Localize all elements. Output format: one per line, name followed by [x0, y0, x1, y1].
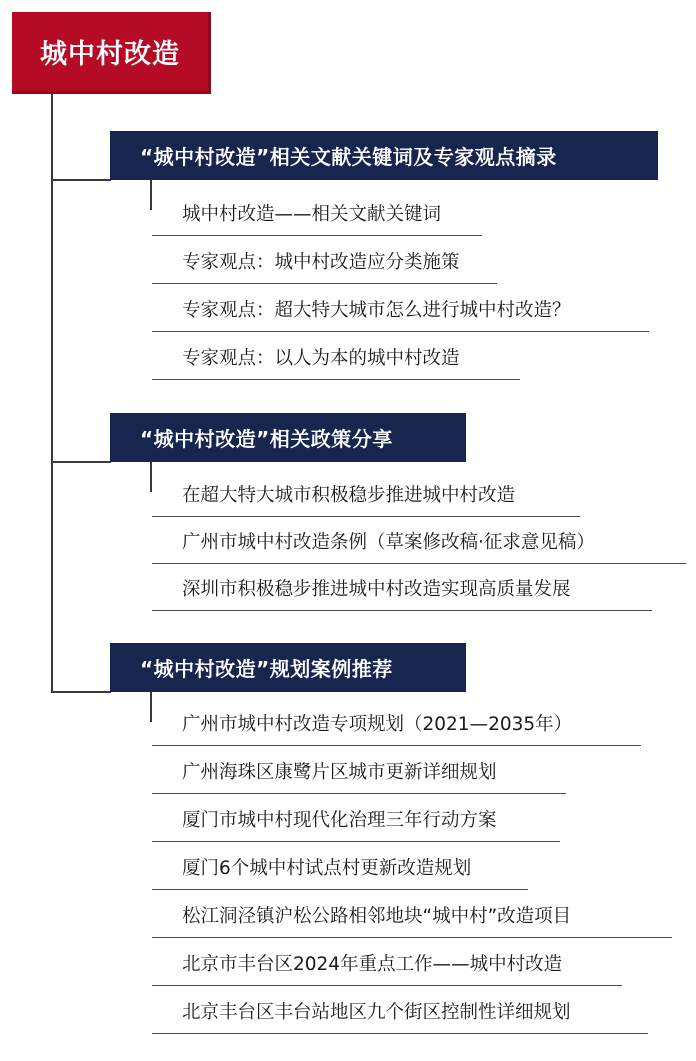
list-item[interactable]	[152, 844, 528, 890]
list-item-label: 北京市丰台区2024年重点工作——城中村改造	[182, 953, 563, 975]
list-item-label: 松江洞泾镇沪松公路相邻地块“城中村”改造项目	[182, 905, 572, 927]
section-header-1[interactable]	[110, 131, 658, 180]
list-item-label: 专家观点：以人为本的城中村改造	[182, 347, 460, 369]
list-item-label: 专家观点：城中村改造应分类施策	[182, 251, 460, 273]
branch-line-3	[51, 691, 111, 693]
list-item-label: 专家观点：超大特大城市怎么进行城中村改造？	[182, 299, 571, 321]
section-header-2[interactable]	[110, 413, 466, 462]
list-item[interactable]	[152, 988, 648, 1034]
root-title: 城中村改造	[40, 39, 180, 70]
list-item[interactable]	[152, 940, 622, 986]
list-item[interactable]	[152, 796, 560, 842]
list-item[interactable]	[152, 334, 520, 380]
branch-line-1	[51, 179, 111, 181]
tree-trunk-line	[51, 94, 53, 692]
list-item[interactable]	[152, 471, 580, 517]
list-item-label: 厦门6个城中村试点村更新改造规划	[182, 857, 472, 879]
list-item[interactable]	[152, 748, 566, 794]
list-item-label: 广州市城中村改造条例（草案修改稿·征求意见稿）	[182, 531, 595, 553]
list-item[interactable]	[152, 565, 652, 611]
list-item-label: 在超大特大城市积极稳步推进城中村改造	[182, 484, 516, 506]
list-item[interactable]	[152, 286, 649, 332]
list-item-label: 城中村改造——相关文献关键词	[182, 203, 442, 225]
list-item[interactable]	[152, 190, 482, 236]
list-item-label: 深圳市积极稳步推进城中村改造实现高质量发展	[182, 578, 571, 600]
root-node	[12, 12, 211, 94]
list-item[interactable]	[152, 700, 641, 746]
list-item-label: 广州市城中村改造专项规划（2021—2035年）	[182, 713, 573, 735]
section-header-3[interactable]	[110, 643, 466, 692]
section-title-3: “城中村改造”规划案例推荐	[140, 657, 393, 681]
section-title-1: “城中村改造”相关文献关键词及专家观点摘录	[140, 145, 557, 169]
list-item[interactable]	[152, 518, 686, 564]
list-item[interactable]	[152, 892, 672, 938]
list-item-label: 北京丰台区丰台站地区九个街区控制性详细规划	[182, 1001, 571, 1023]
section-title-2: “城中村改造”相关政策分享	[140, 427, 393, 451]
list-item-label: 厦门市城中村现代化治理三年行动方案	[182, 809, 497, 831]
list-item[interactable]	[152, 238, 497, 284]
list-item-label: 广州海珠区康鹭片区城市更新详细规划	[182, 761, 497, 783]
branch-line-2	[51, 461, 111, 463]
